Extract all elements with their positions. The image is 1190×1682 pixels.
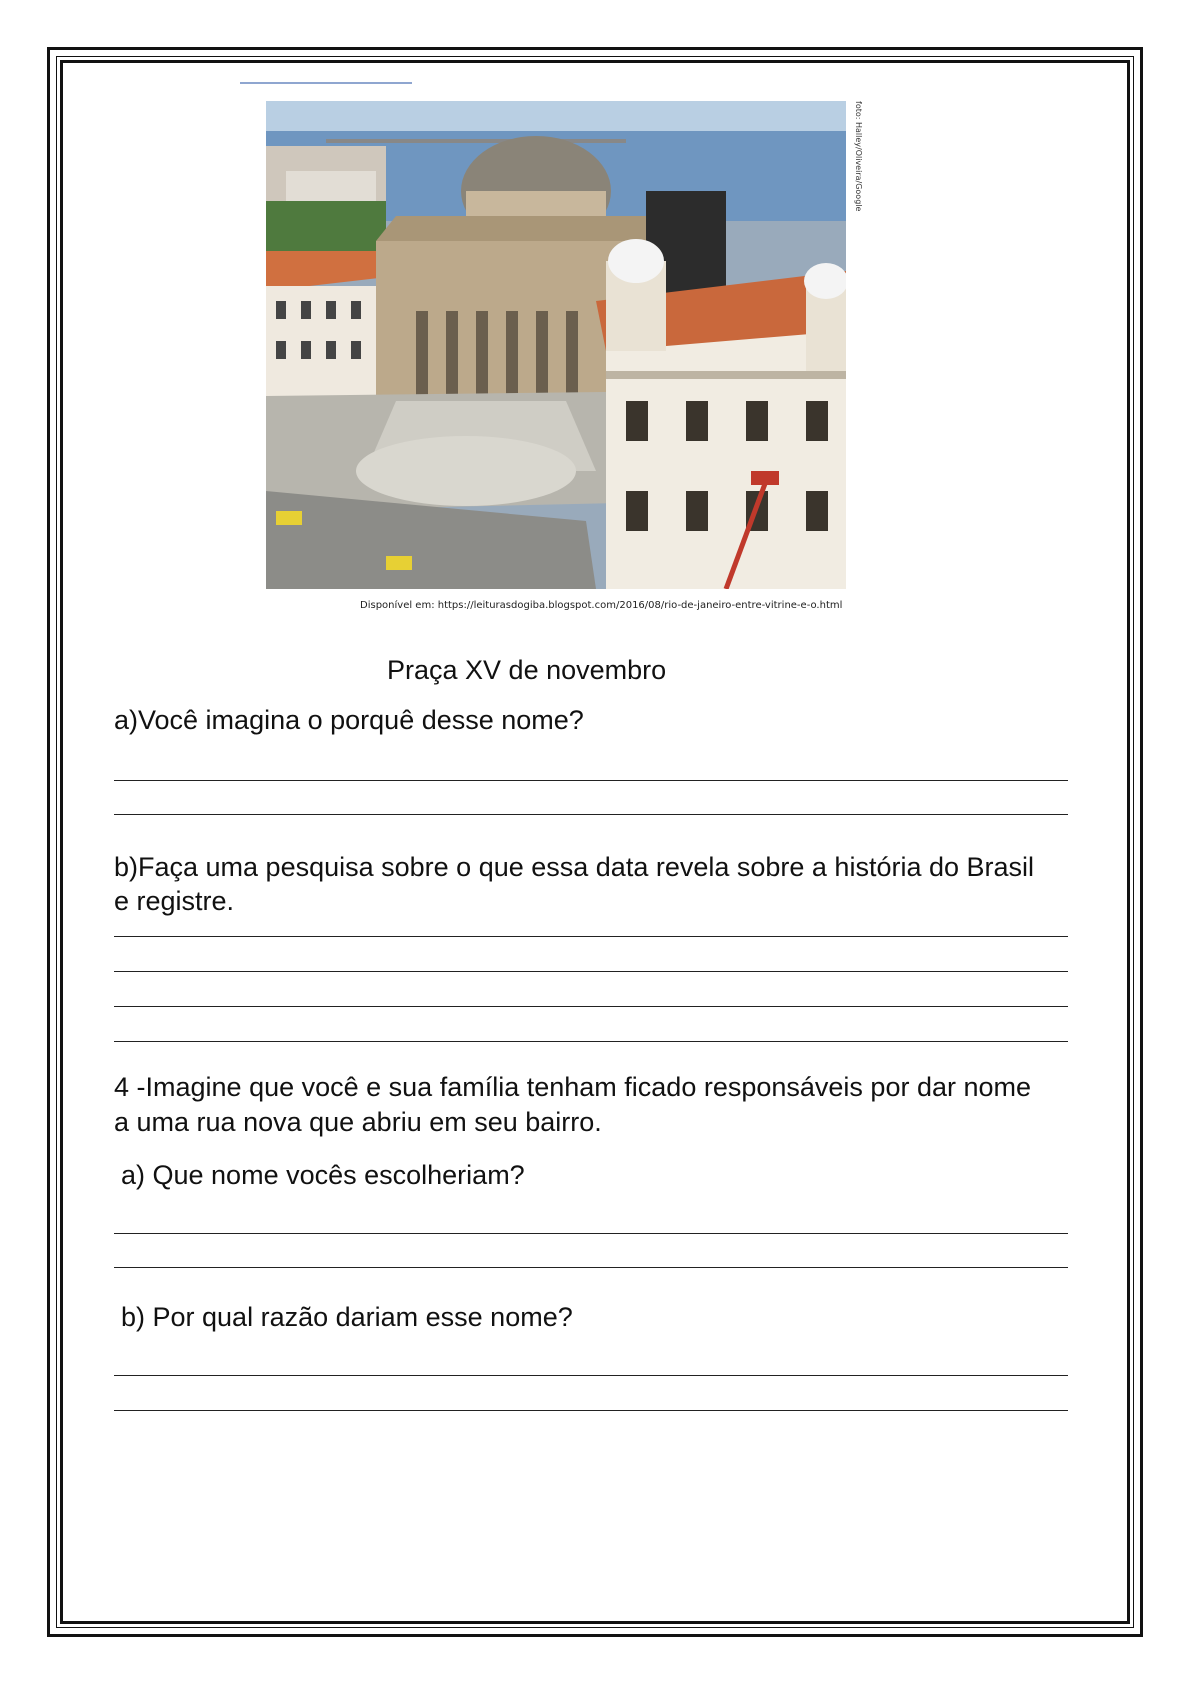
question-3b-line1: b)Faça uma pesquisa sobre o que essa data revela sobre a história do Brasil	[114, 852, 1035, 882]
question-4-intro-line1: 4 -Imagine que você e sua família tenham ficado responsáveis por dar nome	[114, 1072, 1032, 1102]
photo-credit-text: foto: Halley/Oliveira/Google	[854, 101, 863, 212]
answer-line[interactable]	[114, 1375, 1068, 1376]
answer-line[interactable]	[114, 780, 1068, 781]
image-source: Disponível em: https://leiturasdogiba.blogspot.com/2016/08/rio-de-janeiro-entre-vitrine-e-o.html	[360, 600, 843, 611]
question-3a: a)Você imagina o porquê desse nome?	[114, 705, 584, 735]
question-3b-line2: e registre.	[114, 886, 235, 916]
question-4a: a) Que nome vocês escolheriam?	[121, 1160, 525, 1190]
photo-credit	[846, 101, 866, 231]
answer-line[interactable]	[114, 936, 1068, 937]
praca-xv-photo	[266, 101, 846, 589]
question-4-intro-line2: a uma rua nova que abriu em seu bairro.	[114, 1107, 602, 1137]
image-caption: Praça XV de novembro	[387, 655, 667, 685]
question-4b: b) Por qual razão dariam esse nome?	[121, 1302, 573, 1332]
answer-line[interactable]	[114, 1041, 1068, 1042]
answer-line[interactable]	[114, 814, 1068, 815]
answer-line[interactable]	[114, 971, 1068, 972]
photo-illustration	[266, 101, 846, 589]
answer-line[interactable]	[114, 1410, 1068, 1411]
answer-line[interactable]	[114, 1006, 1068, 1007]
cropped-heading-underline	[240, 82, 412, 84]
answer-line[interactable]	[114, 1233, 1068, 1234]
answer-line[interactable]	[114, 1267, 1068, 1268]
